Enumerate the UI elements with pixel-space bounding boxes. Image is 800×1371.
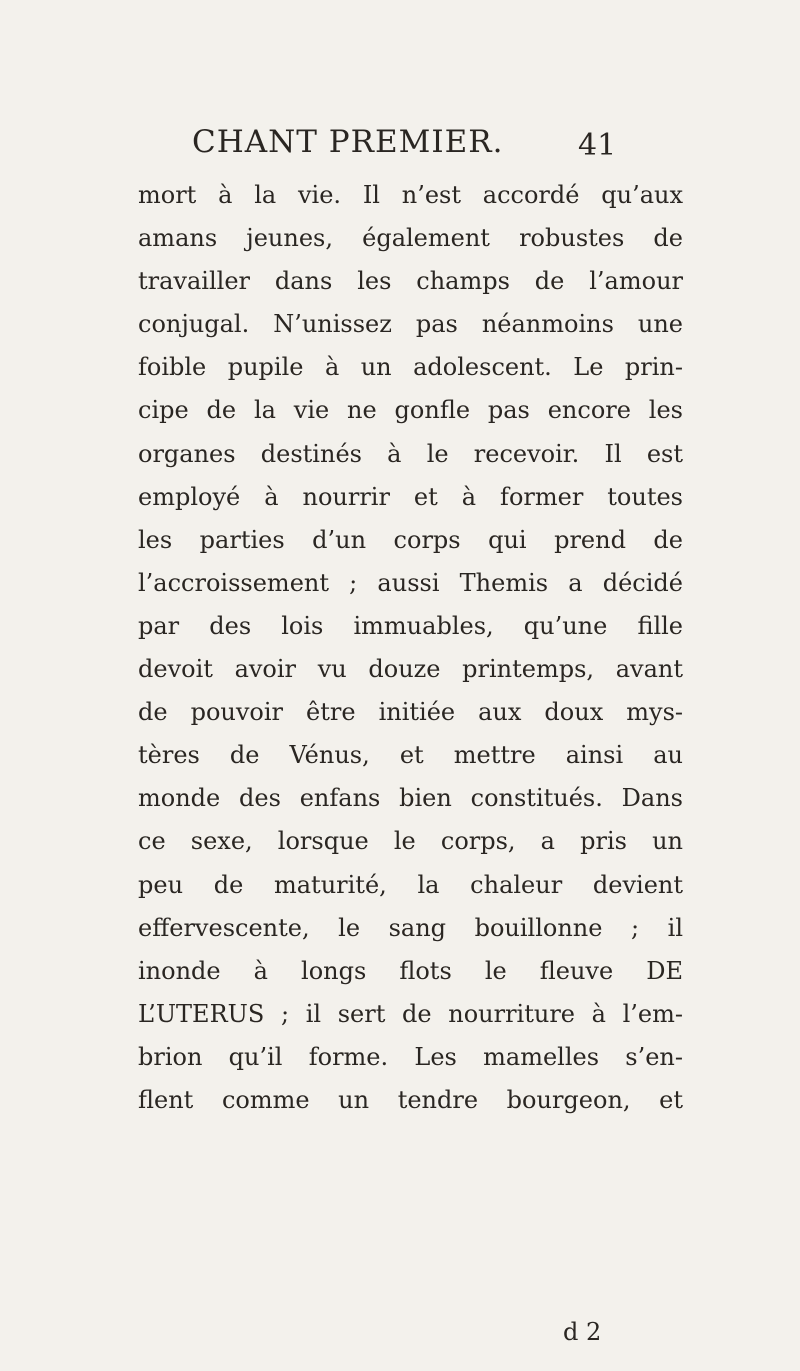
- text-line: amans jeunes, également robustes de: [138, 224, 683, 253]
- text-line: l’accroissement ; aussi Themis a décidé: [138, 568, 683, 597]
- text-line: monde des enfans bien constitués. Dans: [138, 784, 683, 813]
- signature-mark: d 2: [563, 1318, 602, 1346]
- text-line: les parties d’un corps qui prend de: [138, 525, 683, 554]
- text-line: de pouvoir être initiée aux doux mys-: [138, 698, 683, 727]
- text-line: conjugal. N’unissez pas néanmoins une: [138, 310, 683, 339]
- text-line: peu de maturité, la chaleur devient: [138, 870, 683, 899]
- text-line: devoit avoir vu douze printemps, avant: [138, 655, 683, 684]
- text-line: foible pupile à un adolescent. Le prin-: [138, 353, 683, 382]
- text-line: inonde à longs flots le fleuve DE: [138, 956, 683, 985]
- text-line: par des lois immuables, qu’une fille: [138, 611, 683, 640]
- text-line: tères de Vénus, et mettre ainsi au: [138, 741, 683, 770]
- text-line: effervescente, le sang bouillonne ; il: [138, 913, 683, 942]
- text-line: cipe de la vie ne gonfle pas encore les: [138, 396, 683, 425]
- text-line: L’UTERUS ; il sert de nourriture à l’em-: [138, 999, 683, 1028]
- text-line: mort à la vie. Il n’est accordé qu’aux: [138, 181, 683, 209]
- body-text: [138, 174, 683, 1122]
- chapter-title: CHANT PREMIER.: [192, 124, 504, 160]
- running-head: [150, 118, 690, 166]
- page-number: 41: [578, 128, 617, 163]
- text-line: organes destinés à le recevoir. Il est: [138, 439, 683, 468]
- text-line: travailler dans les champs de l’amour: [138, 267, 683, 296]
- text-line: employé à nourrir et à former toutes: [138, 482, 683, 511]
- text-line: flent comme un tendre bourgeon, et: [138, 1085, 683, 1114]
- text-line: ce sexe, lorsque le corps, a pris un: [138, 827, 683, 856]
- text-line: brion qu’il forme. Les mamelles s’en-: [138, 1042, 683, 1071]
